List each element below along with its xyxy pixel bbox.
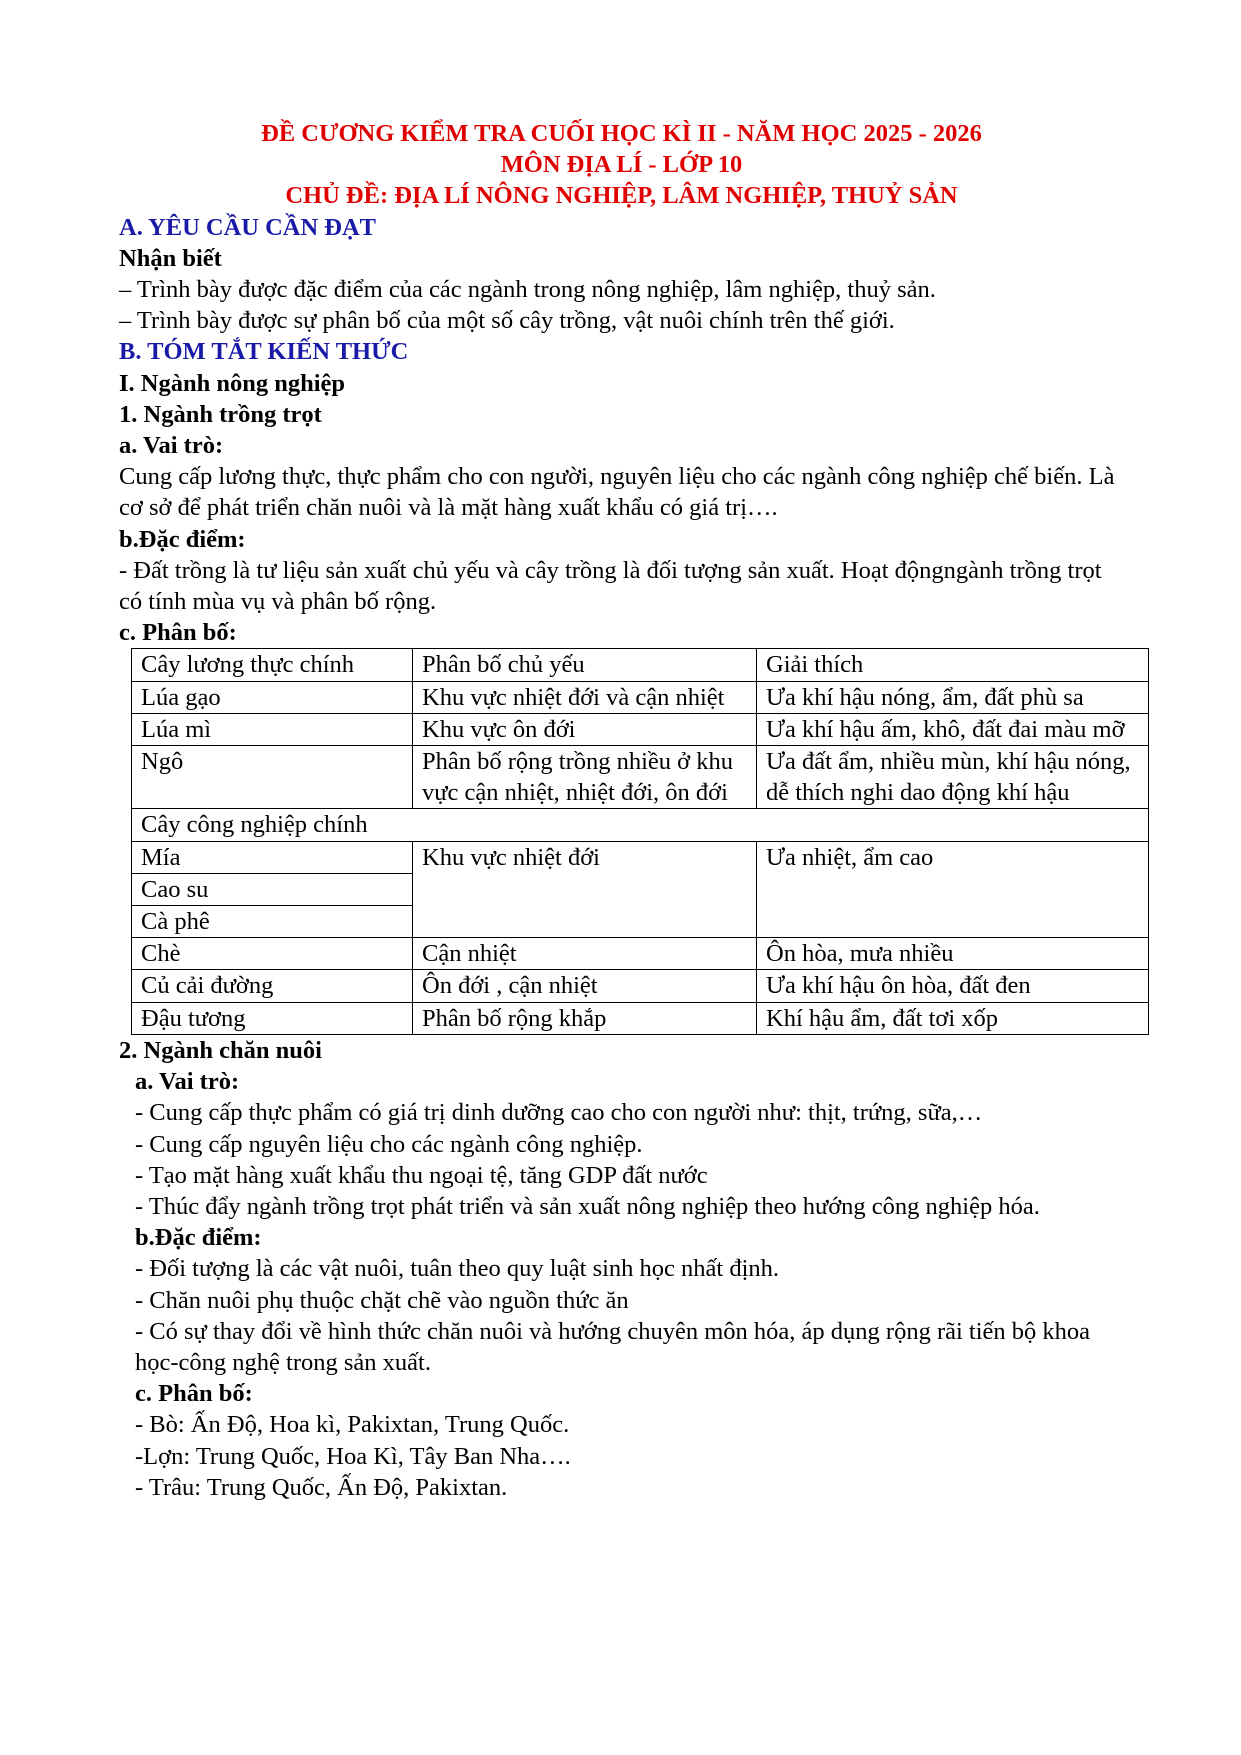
part1-heading: I. Ngành nông nghiệp	[119, 369, 346, 397]
table-row	[132, 713, 1149, 745]
table-cell-crop: Mía	[132, 841, 413, 873]
table-cell-reason: Ưa đất ẩm, nhiều mùn, khí hậu nóng, dễ thích nghi dao động khí hậu	[757, 746, 1149, 809]
livestock-feature-item: - Chăn nuôi phụ thuộc chặt chẽ vào nguồn thức ăn	[135, 1286, 629, 1314]
table-header-cell: Giải thích	[757, 649, 1149, 681]
table-cell-crop: Chè	[132, 938, 413, 970]
table-cell-distribution: Ôn đới , cận nhiệt	[413, 970, 757, 1002]
table-cell-reason: Ưa khí hậu nóng, ẩm, đất phù sa	[757, 681, 1149, 713]
section-b-heading: B. TÓM TẮT KIẾN THỨC	[119, 338, 409, 366]
table-cell-reason: Ưa khí hậu ôn hòa, đất đen	[757, 970, 1149, 1002]
table-cell-distribution: Phân bố rộng khắp	[413, 1002, 757, 1034]
table-group-row	[132, 809, 1149, 841]
table-group-heading: Cây công nghiệp chính	[132, 809, 1149, 841]
section-a-item: – Trình bày được đặc điểm của các ngành trong nông nghiệp, lâm nghiệp, thuỷ sản.	[119, 276, 936, 304]
table-header-row	[132, 649, 1149, 681]
livestock-heading: 2. Ngành chăn nuôi	[119, 1036, 322, 1064]
crop-role-text: Cung cấp lương thực, thực phẩm cho con người, nguyên liệu cho các ngành công nghiệp chế biến. Là cơ sở để phát triển chăn nuôi và là mặt hàng xuất khẩu có giá trị….	[119, 463, 1115, 522]
table-cell-reason: Ôn hòa, mưa nhiều	[757, 938, 1149, 970]
table-row	[132, 1002, 1149, 1034]
livestock-dist-item: -Lợn: Trung Quốc, Hoa Kì, Tây Ban Nha….	[135, 1442, 571, 1470]
livestock-role-item: - Thúc đẩy ngành trồng trọt phát triển và sản xuất nông nghiệp theo hướng công nghiệp hóa.	[135, 1192, 1040, 1220]
table-cell-reason: Ưa khí hậu ấm, khô, đất đai màu mỡ	[757, 713, 1149, 745]
livestock-dist-heading: c. Phân bố:	[135, 1380, 253, 1408]
document-page	[119, 118, 1131, 1503]
livestock-dist-item: - Trâu: Trung Quốc, Ấn Độ, Pakixtan.	[135, 1473, 508, 1501]
table-row	[132, 746, 1149, 809]
livestock-role-item: - Cung cấp nguyên liệu cho các ngành công nghiệp.	[135, 1130, 643, 1158]
doc-title-line1: ĐỀ CƯƠNG KIỂM TRA CUỐI HỌC KÌ II - NĂM HỌC 2025 - 2026	[261, 120, 982, 147]
livestock-feature-heading: b.Đặc điểm:	[135, 1224, 262, 1252]
table-cell-crop: Đậu tương	[132, 1002, 413, 1034]
table-cell-distribution: Khu vực ôn đới	[413, 713, 757, 745]
table-cell-reason: Khí hậu ẩm, đất tơi xốp	[757, 1002, 1149, 1034]
crop-feature-heading: b.Đặc điểm:	[119, 525, 246, 553]
crop-role-heading: a. Vai trò:	[119, 432, 224, 460]
table-row	[132, 970, 1149, 1002]
table-cell-reason: Ưa nhiệt, ẩm cao	[757, 841, 1149, 938]
table-row	[132, 841, 1149, 873]
doc-title-line3: CHỦ ĐỀ: ĐỊA LÍ NÔNG NGHIỆP, LÂM NGHIỆP, THUỶ SẢN	[285, 182, 958, 210]
livestock-role-item: - Tạo mặt hàng xuất khẩu thu ngoại tệ, tăng GDP đất nước	[135, 1161, 708, 1189]
section-a-item: – Trình bày được sự phân bố của một số cây trồng, vật nuôi chính trên thế giới.	[119, 307, 895, 335]
table-cell-distribution: Khu vực nhiệt đới	[413, 841, 757, 938]
crop-feature-text: - Đất trồng là tư liệu sản xuất chủ yếu và cây trồng là đối tượng sản xuất. Hoạt độngngành trồng trọt có tính mùa vụ và phân bố rộng.	[119, 556, 1102, 616]
crop-distribution-table	[131, 648, 1149, 1034]
table-cell-crop: Lúa mì	[132, 713, 413, 745]
table-row	[132, 938, 1149, 970]
table-cell-distribution: Khu vực nhiệt đới và cận nhiệt	[413, 681, 757, 713]
table-cell-crop: Cà phê	[132, 906, 413, 938]
table-cell-distribution: Cận nhiệt	[413, 938, 757, 970]
livestock-feature-item: - Đối tượng là các vật nuôi, tuân theo quy luật sinh học nhất định.	[135, 1255, 780, 1283]
table-cell-crop: Củ cải đường	[132, 970, 413, 1002]
livestock-feature-item: - Có sự thay đổi về hình thức chăn nuôi và hướng chuyên môn hóa, áp dụng rộng rãi tiến bộ khoa học-công nghệ trong sản xuất.	[135, 1317, 1091, 1376]
table-cell-crop: Ngô	[132, 746, 413, 809]
table-header-cell: Phân bố chủ yếu	[413, 649, 757, 681]
table-header-cell: Cây lương thực chính	[132, 649, 413, 681]
table-cell-crop: Cao su	[132, 873, 413, 905]
section-a-heading: A. YÊU CẦU CẦN ĐẠT	[119, 213, 377, 241]
table-cell-crop: Lúa gạo	[132, 681, 413, 713]
crop-heading: 1. Ngành trồng trọt	[119, 400, 322, 428]
table-cell-distribution: Phân bố rộng trồng nhiều ở khu vực cận nhiệt, nhiệt đới, ôn đới	[413, 746, 757, 809]
crop-dist-heading: c. Phân bố:	[119, 619, 237, 647]
livestock-role-item: - Cung cấp thực phẩm có giá trị dinh dưỡng cao cho con người như: thịt, trứng, sữa,…	[135, 1099, 983, 1127]
livestock-role-heading: a. Vai trò:	[135, 1068, 240, 1096]
livestock-dist-item: - Bò: Ấn Độ, Hoa kì, Pakixtan, Trung Quốc.	[135, 1411, 570, 1439]
table-row	[132, 681, 1149, 713]
section-a-subheading: Nhận biết	[119, 244, 222, 272]
doc-title-line2: MÔN ĐỊA LÍ - LỚP 10	[500, 151, 743, 179]
